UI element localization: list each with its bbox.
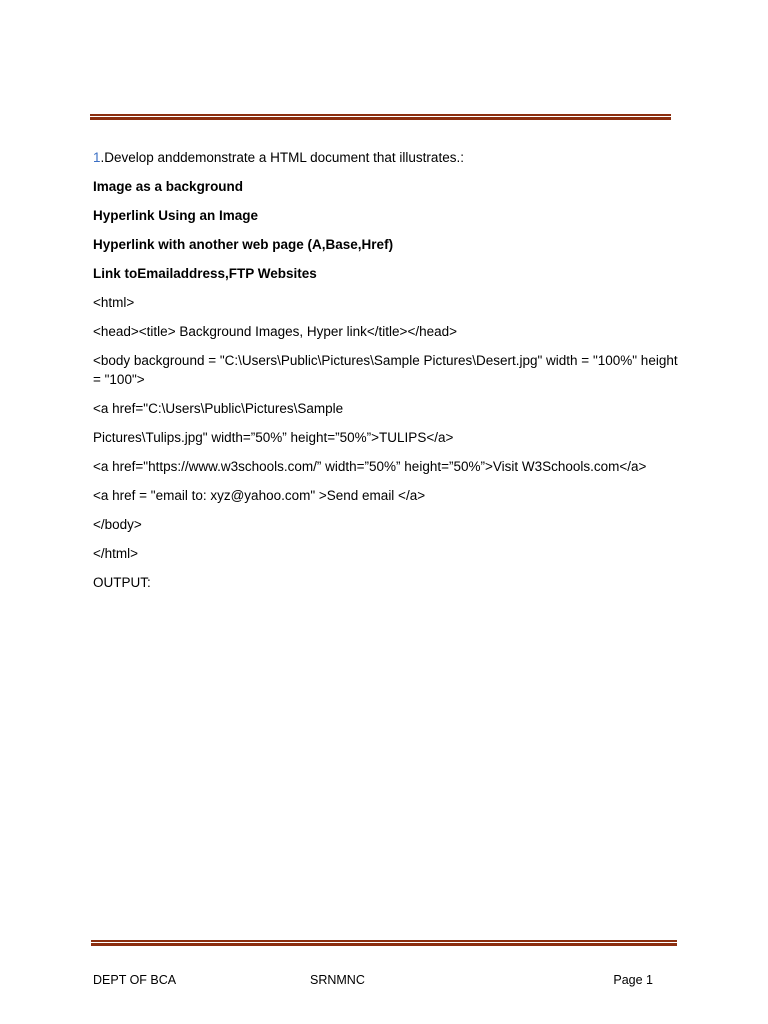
question-number: 1 <box>93 150 101 165</box>
footer-institution: SRNMNC <box>310 973 365 987</box>
footer-page-number: Page 1 <box>613 973 653 987</box>
code-line-anchor-tulips-2: Pictures\Tulips.jpg" width=”50%” height=”50%”>TULIPS</a> <box>93 430 454 445</box>
question-heading <box>93 148 683 167</box>
topic-email-ftp: Link toEmailaddress,FTP Websites <box>93 266 317 281</box>
code-line-anchor-tulips-1: <a href="C:\Users\Public\Pictures\Sample <box>93 401 344 416</box>
header-rule <box>90 114 671 120</box>
page-footer <box>93 973 653 991</box>
topic-image-background: Image as a background <box>93 179 244 194</box>
topic-hyperlink-webpage: Hyperlink with another web page (A,Base,Href) <box>93 237 394 252</box>
document-body <box>93 148 683 602</box>
code-line-body-open: <body background = "C:\Users\Public\Pictures\Sample Pictures\Desert.jpg" width = "100%" height = "100"> <box>93 353 682 387</box>
footer-department: DEPT OF BCA <box>93 973 177 987</box>
code-line-html-open: <html> <box>93 295 135 310</box>
code-line-html-close: </html> <box>93 546 139 561</box>
question-text: .Develop anddemonstrate a HTML document that illustrates.: <box>100 150 464 165</box>
topic-hyperlink-image: Hyperlink Using an Image <box>93 208 259 223</box>
code-line-head: <head><title> Background Images, Hyper link</title></head> <box>93 324 457 339</box>
code-line-anchor-w3schools: <a href="https://www.w3schools.com/” width=”50%” height=”50%”>Visit W3Schools.com</a> <box>93 459 647 474</box>
footer-rule <box>91 940 677 946</box>
code-line-anchor-email: <a href = "email to: xyz@yahoo.com" >Send email </a> <box>93 488 426 503</box>
code-line-body-close: </body> <box>93 517 142 532</box>
output-label: OUTPUT: <box>93 575 151 590</box>
